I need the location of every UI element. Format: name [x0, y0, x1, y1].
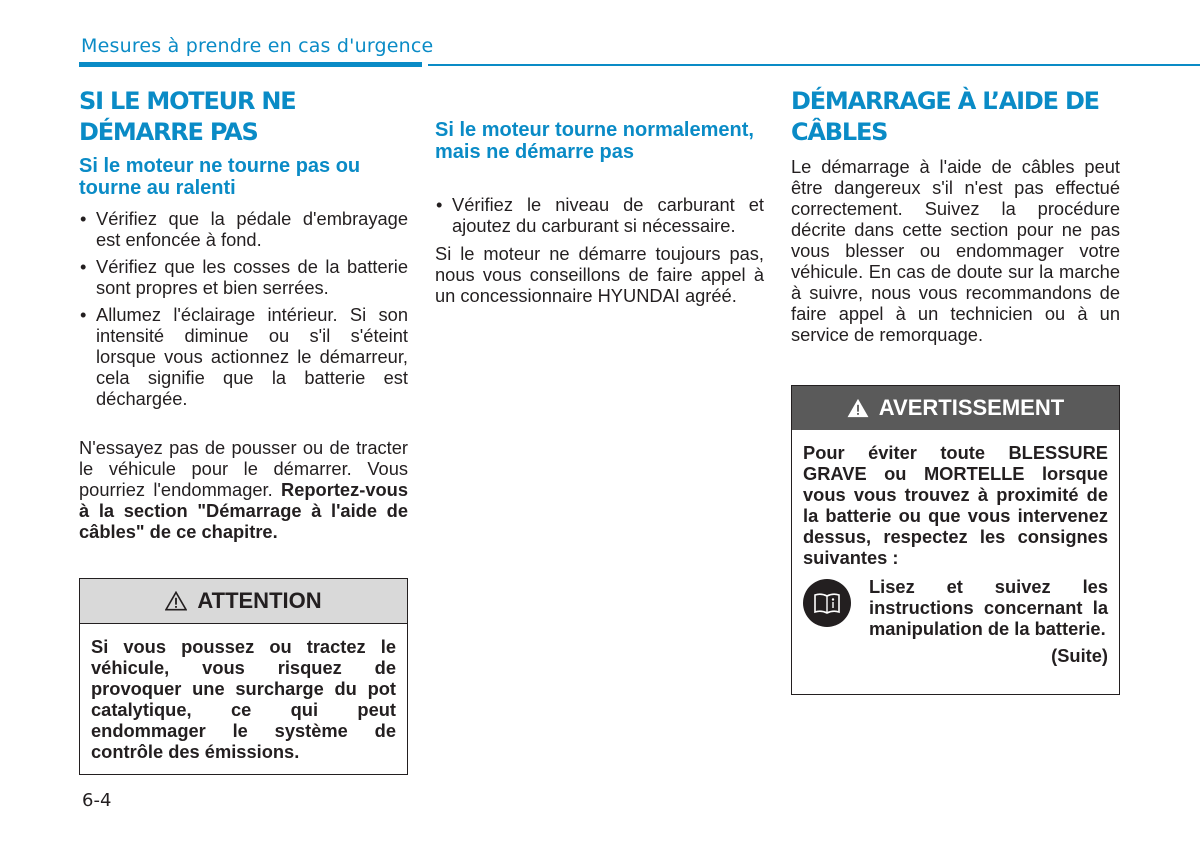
list-item: • Allumez l'éclairage intérieur. Si son intensité diminue ou s'il s'éteint lorsque vous actionnez le démarreur, cela signifie que la batterie est déchargée.: [79, 304, 408, 409]
list-item: • Vérifiez que la pédale d'embrayage est enfoncée à fond.: [79, 208, 408, 250]
left-subtitle: Si le moteur ne tourne pas ou tourne au ralenti: [79, 155, 361, 199]
warning-instruction-row: [803, 576, 1108, 639]
section-header-title: Mesures à prendre en cas d'urgence: [81, 35, 434, 57]
warning-box: [791, 385, 1120, 695]
right-paragraph: Le démarrage à l'aide de câbles peut être dangereux s'il n'est pas effectué correctement. Suivez la procédure décrite dans cette section pour ne pas vous blesser ou endommager votre véhicule. En cas de doute sur la marche à suivre, nous vous recommandons de faire appel à un technicien ou à un service de remorquage.: [791, 156, 1120, 345]
middle-paragraph: Si le moteur ne démarre toujours pas, nous vous conseillons de faire appel à un concessionnaire HYUNDAI agréé.: [435, 243, 764, 306]
attention-box: [79, 578, 408, 775]
page-number: 6-4: [82, 790, 112, 811]
left-paragraph-bold: Reportez-vous à la section "Démarrage à l'aide de câbles" de ce chapitre.: [79, 479, 408, 542]
list-item: • Vérifiez le niveau de carburant et ajoutez du carburant si nécessaire.: [435, 194, 764, 236]
attention-label: ATTENTION: [197, 588, 322, 613]
middle-bullet-list: [435, 194, 764, 242]
warning-triangle-icon: [847, 398, 869, 418]
warning-triangle-icon: [165, 591, 187, 611]
warning-header: [792, 386, 1119, 430]
manual-book-icon: [803, 579, 851, 627]
header-rule-thick: [79, 62, 422, 67]
continued-label: (Suite): [1051, 645, 1108, 666]
warning-label: AVERTISSEMENT: [878, 395, 1065, 420]
list-item: • Vérifiez que les cosses de la batterie sont propres et bien serrées.: [79, 256, 408, 298]
left-title: SI LE MOTEUR NE DÉMARRE PAS: [79, 87, 296, 146]
warning-intro: Pour éviter toute BLESSURE GRAVE ou MORTELLE lorsque vous vous trouvez à proximité de la batterie ou que vous intervenez dessus, respectez les consignes suivantes :: [803, 442, 1108, 568]
left-paragraph-plain: N'essayez pas de pousser ou de tracter le véhicule pour le démarrer. Vous pourriez l'endommager.: [79, 437, 408, 500]
attention-header: [80, 579, 407, 624]
middle-subtitle: Si le moteur tourne normalement, mais ne démarre pas: [435, 119, 754, 163]
warning-instruction-text: Lisez et suivez les instructions concernant la manipulation de la batterie.: [869, 576, 1108, 639]
warning-body: [792, 430, 1119, 666]
left-bullet-list: [79, 208, 408, 415]
header-rule-thin: [428, 64, 1200, 66]
right-title: DÉMARRAGE À L’AIDE DE CÂBLES: [791, 87, 1099, 146]
attention-text: Si vous poussez ou tractez le véhicule, vous risquez de provoquer une surcharge du pot catalytique, ce qui peut endommager le système de contrôle des émissions.: [91, 636, 396, 762]
left-paragraph: [79, 437, 408, 542]
